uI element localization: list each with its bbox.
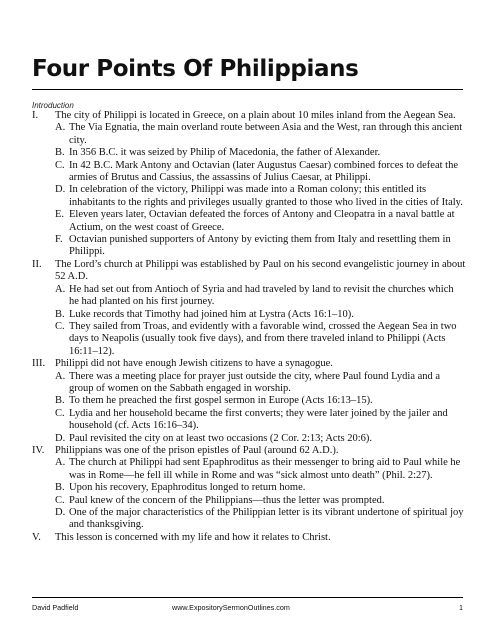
point-body (55, 110, 466, 259)
sub-point-text: The Via Egnatia, the main overland route between Asia and the West, ran through this ancient city. (69, 122, 463, 146)
outline-point (32, 445, 466, 532)
sub-point (55, 234, 466, 259)
sub-point (55, 321, 466, 358)
sub-point (55, 309, 466, 321)
footer-author: David Padfield (32, 603, 79, 612)
sub-point-letter: C. (55, 407, 65, 419)
point-number: IV. (32, 444, 45, 456)
sub-point-letter: B. (55, 482, 65, 494)
sub-point-text: In 42 B.C. Mark Antony and Octavian (later Augustus Caesar) combined forces to defeat the armies of Brutus and Cassius, the assassins of Julius Caesar, at Philippi. (69, 159, 458, 184)
sub-point-text: Luke records that Timothy had joined him at Lystra (Acts 16:1–10). (69, 308, 354, 320)
sub-point-text: In 356 B.C. it was seized by Philip of Macedonia, the father of Alexander. (69, 147, 381, 159)
sub-point-text: Paul knew of the concern of the Philippians—thus the letter was prompted. (69, 494, 385, 506)
outline-point (32, 110, 466, 259)
sub-point-text: One of the major characteristics of the Philippian letter is its vibrant undertone of spiritual joy and thanksgiving. (69, 507, 464, 531)
footer-rule (32, 597, 463, 598)
point-number: V. (32, 531, 41, 543)
sub-point (55, 433, 466, 445)
sub-point-letter: C. (55, 494, 65, 506)
sub-point-text: In celebration of the victory, Philippi was made into a Roman colony; this entitled its inhabitants to the rights and privileges usually granted to those who lived in the cities of Italy. (69, 184, 463, 208)
sub-point-letter: B. (55, 308, 65, 320)
sub-point-letter: C. (55, 159, 65, 171)
sub-point-letter: B. (55, 147, 65, 159)
sub-point (55, 408, 466, 433)
footer-website[interactable]: www.ExpositorySermonOutlines.com (172, 603, 290, 612)
point-text: Philippi did not have enough Jewish citizens to have a synagogue. (55, 358, 333, 370)
sub-point (55, 507, 466, 532)
point-text: The Lord’s church at Philippi was established by Paul on his second evangelistic journey in about 52 A.D. (55, 258, 466, 283)
page-title: Four Points Of Philippians (32, 56, 359, 82)
sub-point (55, 284, 466, 309)
point-number: III. (32, 358, 46, 370)
sub-point-letter: C. (55, 320, 65, 332)
outline-point (32, 532, 466, 544)
sub-point (55, 371, 466, 396)
sub-point-letter: A. (55, 370, 66, 382)
sub-point-text: There was a meeting place for prayer just outside the city, where Paul found Lydia and a group of women on the Sabbath engaged in worship. (69, 370, 441, 394)
sub-point-letter: D. (55, 184, 66, 196)
footer-page-number: 1 (459, 603, 463, 612)
point-body (55, 532, 466, 544)
sub-point-letter: E. (55, 209, 65, 221)
sub-point (55, 495, 466, 507)
sub-point-letter: D. (55, 432, 66, 444)
sub-point-letter: A. (55, 122, 66, 134)
sub-point-letter: F. (55, 234, 63, 246)
sub-point-letter: A. (55, 283, 66, 295)
sub-point-letter: D. (55, 507, 66, 518)
point-body (55, 259, 466, 358)
sub-point-text: Upon his recovery, Epaphroditus longed to return home. (69, 482, 306, 494)
point-number: I. (32, 110, 39, 121)
sub-point-text: Paul revisited the city on at least two occasions (2 Cor. 2:13; Acts 20:6). (69, 432, 372, 444)
sub-point-text: Lydia and her household became the first converts; they were later joined by the jailer and household (cf. Acts 16:16–34). (69, 407, 448, 432)
point-body (55, 358, 466, 445)
sub-point (55, 482, 466, 494)
sub-point-text: Octavian punished supporters of Antony by evicting them from Italy and resettling them in Philippi. (69, 234, 451, 258)
sub-point (55, 209, 466, 234)
sub-point (55, 184, 466, 209)
sub-point-letter: B. (55, 395, 65, 407)
sub-point-text: To them he preached the first gospel sermon in Europe (Acts 16:13–15). (69, 395, 373, 407)
sub-point-letter: A. (55, 457, 66, 469)
point-text: The city of Philippi is located in Greece, on a plain about 10 miles inland from the Aegean Sea. (55, 110, 456, 121)
point-body (55, 445, 466, 532)
sub-point-text: The church at Philippi had sent Epaphroditus as their messenger to bring aid to Paul while he was in Rome—he fell ill while in Rome and was “sick almost unto death” (Phil. 2:27). (69, 457, 461, 481)
section-label: Introduction (32, 101, 74, 110)
point-text: Philippians was one of the prison epistles of Paul (around 62 A.D.). (55, 444, 339, 456)
sub-point (55, 395, 466, 407)
sub-point (55, 147, 466, 159)
outline-point (32, 358, 466, 445)
point-text: This lesson is concerned with my life and how it relates to Christ. (55, 531, 331, 543)
point-number: II. (32, 258, 42, 270)
sub-point-text: They sailed from Troas, and evidently with a favorable wind, crossed the Aegean Sea in two days to Neapolis (usually took five days), and from there traveled inland to Philippi (Acts 16:11–12). (69, 320, 457, 357)
sub-point-text: He had set out from Antioch of Syria and had traveled by land to revisit the churches which he had planted on his first journey. (69, 283, 454, 308)
sub-point (55, 160, 466, 185)
title-rule (32, 89, 463, 90)
sub-point-text: Eleven years later, Octavian defeated the forces of Antony and Cleopatra in a naval battle at Actium, on the west coast of Greece. (69, 209, 455, 233)
outline-point (32, 259, 466, 358)
outline (32, 110, 466, 544)
sub-point (55, 457, 466, 482)
sub-point (55, 122, 466, 147)
